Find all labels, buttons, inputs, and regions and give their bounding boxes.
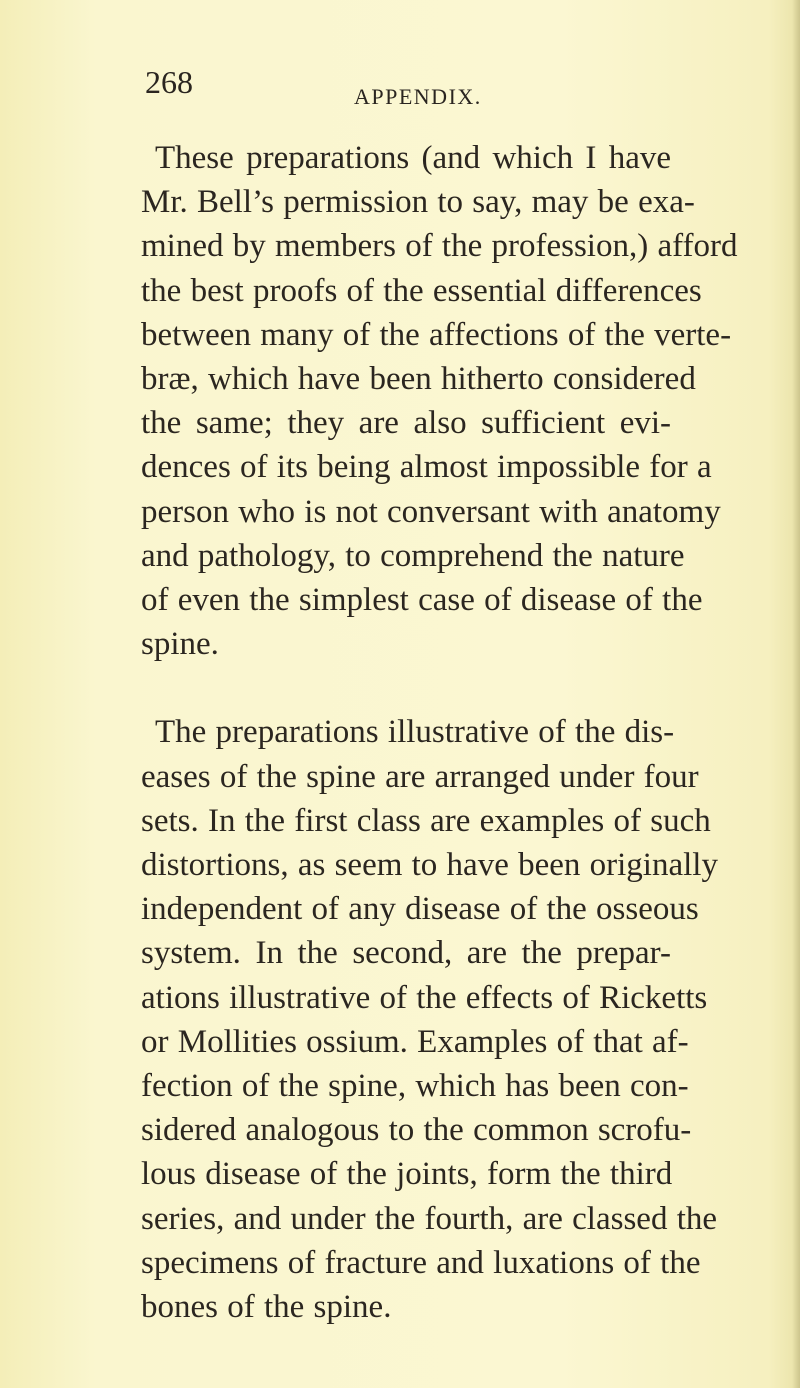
text-line: fection of the spine, which has been con- xyxy=(141,1068,689,1105)
text-line: sidered analogous to the common scrofu- xyxy=(141,1112,692,1149)
text-line: eases of the spine are arranged under four xyxy=(141,758,699,795)
paragraph-2 xyxy=(141,710,718,1329)
text-line: the same; they are also sufficient evi- xyxy=(141,405,671,442)
text-line: sets. In the first class are examples of such xyxy=(141,802,711,839)
body-text xyxy=(141,136,738,1329)
text-line: dences of its being almost impossible for a xyxy=(141,449,712,486)
text-line: system. In the second, are the prepar- xyxy=(141,935,671,972)
text-line: and pathology, to comprehend the nature xyxy=(141,537,685,574)
text-line: independent of any disease of the osseous xyxy=(141,891,699,928)
text-line: distortions, as seem to have been originally xyxy=(141,847,718,884)
running-head xyxy=(0,62,800,112)
text-line: bræ, which have been hitherto considered xyxy=(141,361,696,398)
text-line: Mr. Bell’s permission to say, may be exa- xyxy=(141,184,695,221)
text-line: the best proofs of the essential differences xyxy=(141,272,702,309)
text-line: spine. xyxy=(141,626,219,663)
text-line: mined by members of the profession,) afford xyxy=(141,228,738,265)
text-line: bones of the spine. xyxy=(141,1289,392,1326)
text-line: ations illustrative of the effects of Ricketts xyxy=(141,979,708,1016)
text-line: between many of the affections of the verte- xyxy=(141,316,732,353)
text-line: of even the simplest case of disease of the xyxy=(141,582,703,619)
text-line: person who is not conversant with anatomy xyxy=(141,493,721,530)
text-line: or Mollities ossium. Examples of that af- xyxy=(141,1023,689,1060)
text-line: series, and under the fourth, are classed the xyxy=(141,1200,718,1237)
text-line: specimens of fracture and luxations of the xyxy=(141,1244,701,1281)
paragraph-1 xyxy=(141,136,738,666)
page-number: 268 xyxy=(145,64,193,100)
text-line: These preparations (and which I have xyxy=(155,140,671,176)
text-line: lous disease of the joints, form the third xyxy=(141,1156,673,1193)
page-edge-shadow xyxy=(792,0,800,1388)
text-line: The preparations illustrative of the dis- xyxy=(155,714,675,751)
section-title: APPENDIX. xyxy=(354,84,482,109)
